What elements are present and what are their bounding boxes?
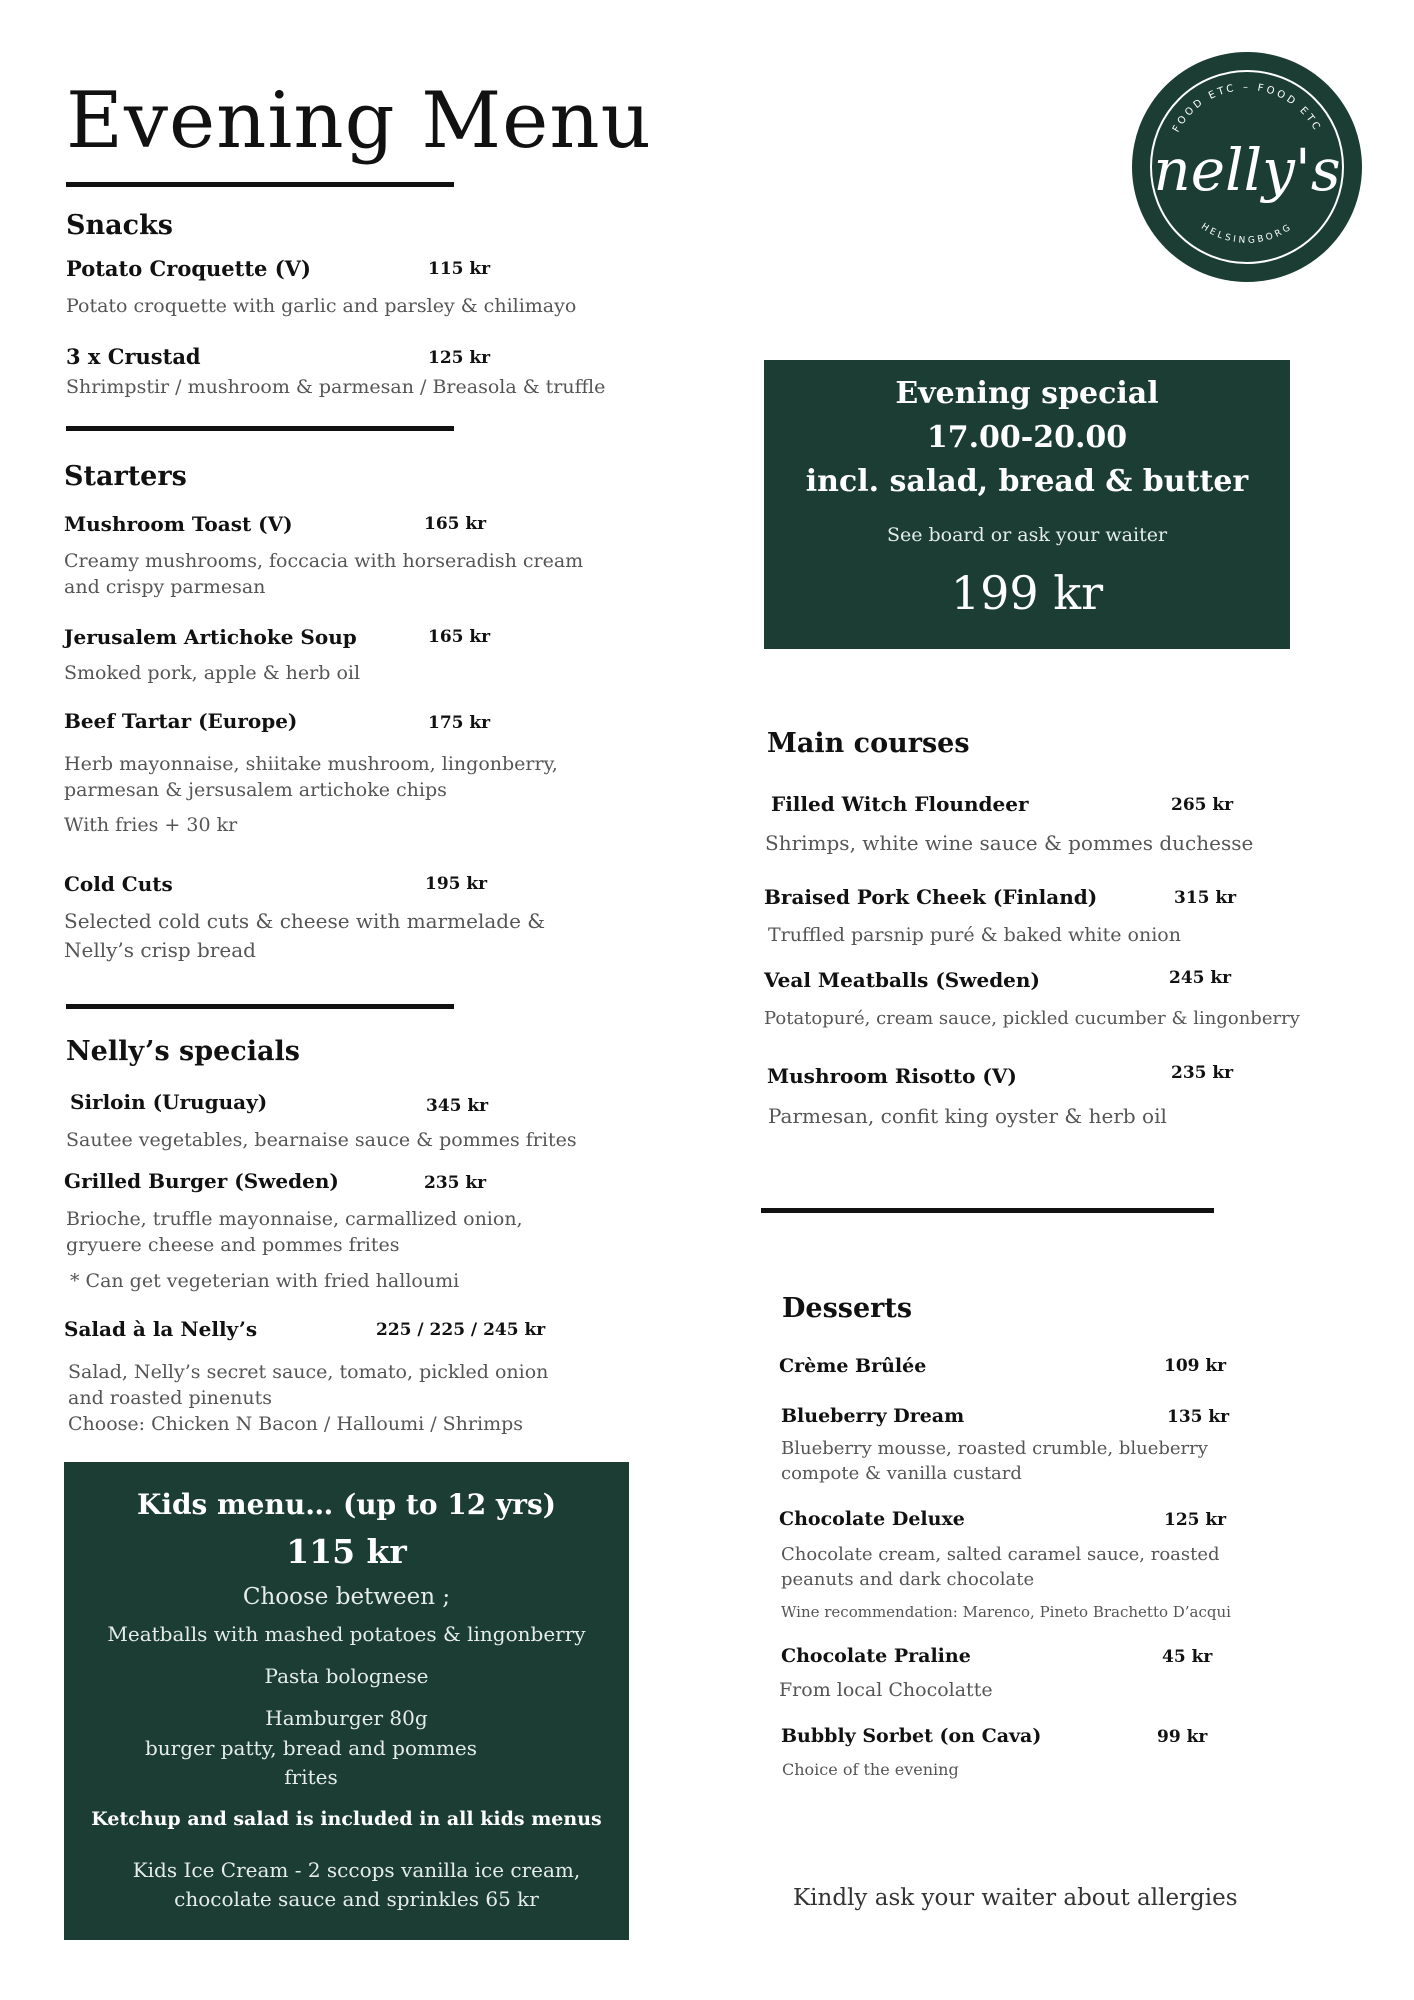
kids-option: Meatballs with mashed potatoes & lingonberry <box>107 1622 586 1646</box>
nellys-logo-icon <box>1130 50 1364 284</box>
menu-item-name: Mushroom Risotto (V) <box>767 1064 1017 1088</box>
evening-special-time: 17.00-20.00 <box>926 420 1128 455</box>
kids-option-detail: burger patty, bread and pommes frites <box>144 1736 478 1789</box>
menu-item-desc: Smoked pork, apple & herb oil <box>64 662 361 684</box>
menu-item-price: 135 kr <box>1167 1407 1230 1427</box>
section-desserts-heading: Desserts <box>782 1293 913 1324</box>
evening-special-box <box>764 360 1290 649</box>
evening-special-includes: incl. salad, bread & butter <box>805 464 1249 499</box>
kids-icecream: Kids Ice Cream - 2 sccops vanilla ice cream, chocolate sauce and sprinkles 65 kr <box>132 1858 581 1911</box>
menu-item-name: 3 x Crustad <box>66 344 201 369</box>
menu-item-price: 125 kr <box>1164 1510 1227 1530</box>
menu-item-price: 45 kr <box>1162 1647 1213 1667</box>
menu-item-name: Sirloin (Uruguay) <box>70 1090 268 1114</box>
evening-special-price: 199 kr <box>950 566 1104 620</box>
menu-item-desc: Brioche, truffle mayonnaise, carmallized onion, gryuere cheese and pommes frites <box>66 1208 523 1256</box>
section-specials-heading: Nelly’s specials <box>66 1036 300 1067</box>
menu-item-name: Bubbly Sorbet (on Cava) <box>781 1725 1042 1747</box>
menu-item-name: Crème Brûlée <box>779 1355 927 1377</box>
divider <box>66 182 454 187</box>
evening-special-title: Evening special <box>895 376 1159 411</box>
menu-item-desc: Selected cold cuts & cheese with marmelade & Nelly’s crisp bread <box>64 909 546 962</box>
menu-item-desc: Blueberry mousse, roasted crumble, blueberry compote & vanilla custard <box>781 1438 1208 1484</box>
menu-item-desc: Sautee vegetables, bearnaise sauce & pommes frites <box>66 1129 577 1151</box>
menu-item-desc: Shrimps, white wine sauce & pommes duchesse <box>765 831 1254 855</box>
evening-special-sub: See board or ask your waiter <box>886 524 1168 546</box>
menu-item-price: 195 kr <box>425 874 488 894</box>
menu-item-name: Blueberry Dream <box>781 1405 965 1427</box>
nellys-logo <box>1130 50 1364 284</box>
menu-item-price: 225 / 225 / 245 kr <box>376 1320 546 1340</box>
menu-item-desc: Creamy mushrooms, foccacia with horseradish cream and crispy parmesan <box>64 550 584 598</box>
divider <box>66 1004 454 1009</box>
menu-item-desc: Truffled parsnip puré & baked white onion <box>768 924 1181 946</box>
menu-item-price: 235 kr <box>1171 1063 1234 1083</box>
menu-item-price: 99 kr <box>1157 1727 1208 1747</box>
menu-item-note: * Can get vegeterian with fried halloumi <box>70 1270 460 1292</box>
menu-item-name: Grilled Burger (Sweden) <box>64 1169 339 1193</box>
menu-item-desc: Choice of the evening <box>782 1760 959 1779</box>
menu-item-name: Chocolate Praline <box>781 1645 971 1667</box>
section-mains-heading: Main courses <box>767 728 970 759</box>
menu-item-price: 165 kr <box>428 627 491 647</box>
menu-item-price: 115 kr <box>428 259 491 279</box>
divider <box>761 1208 1214 1213</box>
section-starters-heading: Starters <box>64 461 187 492</box>
menu-item-desc: Herb mayonnaise, shiitake mushroom, lingonberry, parmesan & jersusalem artichoke chips <box>64 753 558 801</box>
menu-item-desc: From local Chocolatte <box>779 1679 993 1701</box>
menu-item-desc: Potatopuré, cream sauce, pickled cucumber & lingonberry <box>764 1008 1300 1029</box>
menu-item-note: With fries + 30 kr <box>64 814 238 836</box>
divider <box>66 426 454 431</box>
kids-menu-choose: Choose between ; <box>242 1584 451 1610</box>
page-title: Evening Menu <box>66 76 652 166</box>
menu-item-price: 235 kr <box>424 1173 487 1193</box>
section-snacks-heading: Snacks <box>66 210 173 241</box>
menu-item-name: Filled Witch Floundeer <box>771 792 1029 816</box>
allergy-note: Kindly ask your waiter about allergies <box>793 1885 1238 1911</box>
svg-text:FOOD ETC – FOOD ETC: FOOD ETC – FOOD ETC <box>1170 82 1324 135</box>
menu-item-price: 345 kr <box>426 1096 489 1116</box>
menu-item-name: Chocolate Deluxe <box>779 1508 965 1530</box>
menu-item-name: Beef Tartar (Europe) <box>64 709 298 733</box>
menu-item-note: Wine recommendation: Marenco, Pineto Brachetto D’acqui <box>781 1603 1231 1621</box>
menu-item-note: Choose: Chicken N Bacon / Halloumi / Shrimps <box>68 1413 524 1435</box>
menu-item-price: 109 kr <box>1164 1356 1227 1376</box>
menu-item-name: Braised Pork Cheek (Finland) <box>764 885 1098 909</box>
kids-menu-box <box>64 1462 629 1940</box>
svg-text:nelly's: nelly's <box>1153 136 1341 204</box>
kids-option: Pasta bolognese <box>264 1664 429 1688</box>
menu-item-desc: Chocolate cream, salted caramel sauce, roasted peanuts and dark chocolate <box>781 1544 1220 1590</box>
kids-menu-note: Ketchup and salad is included in all kids menus <box>91 1808 602 1830</box>
menu-item-name: Mushroom Toast (V) <box>64 512 293 536</box>
menu-item-name: Potato Croquette (V) <box>66 256 311 281</box>
menu-item-desc: Parmesan, confit king oyster & herb oil <box>768 1104 1167 1128</box>
menu-item-desc: Salad, Nelly’s secret sauce, tomato, pickled onion and roasted pinenuts <box>68 1361 549 1409</box>
menu-item-price: 315 kr <box>1174 888 1237 908</box>
svg-text:HELSINGBORG: HELSINGBORG <box>1199 221 1295 246</box>
menu-item-name: Veal Meatballs (Sweden) <box>764 968 1040 992</box>
menu-item-price: 265 kr <box>1171 795 1234 815</box>
menu-item-name: Jerusalem Artichoke Soup <box>64 625 357 649</box>
menu-item-price: 125 kr <box>428 348 491 368</box>
kids-option: Hamburger 80g <box>265 1706 428 1730</box>
kids-menu-title: Kids menu… (up to 12 yrs) <box>136 1488 556 1521</box>
menu-item-name: Salad à la Nelly’s <box>64 1317 258 1341</box>
menu-item-desc: Potato croquette with garlic and parsley & chilimayo <box>66 295 577 317</box>
menu-item-price: 245 kr <box>1169 968 1232 988</box>
menu-item-price: 175 kr <box>428 713 491 733</box>
menu-item-desc: Shrimpstir / mushroom & parmesan / Breasola & truffle <box>66 376 606 398</box>
menu-item-price: 165 kr <box>424 514 487 534</box>
kids-menu-price: 115 kr <box>286 1532 407 1571</box>
menu-item-name: Cold Cuts <box>64 872 173 896</box>
